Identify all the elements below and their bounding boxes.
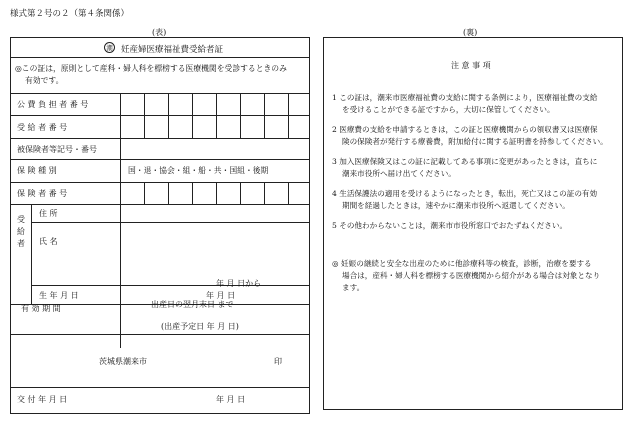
validity-to: 出産日の翌月末日 まで (151, 300, 234, 309)
address-label: 住 所 (39, 209, 58, 218)
validity-from: 年 月 日から (216, 279, 262, 288)
notice-item-4: 4 生活保護法の適用を受けるようになったとき，転出，死亡又はこの証の有効 期間を経過したときは，速やかに潮来市役所へ返還してください。 (332, 189, 598, 210)
birth-date-value: 年 月 日 (206, 291, 236, 300)
notice-item-3: 3 加入医療保険又はこの証に記載してある事項に変更があったときは，直ちに 潮来市役所へ届け出てください。 (332, 157, 598, 178)
notice-item-1: 1 この証は，潮来市医療福祉費の支給に関する条例により，医療福祉費の支給 を受けることができる証ですから，大切に保管してください。 (332, 93, 598, 114)
issue-date-label: 交 付 年 月 日 (17, 395, 68, 404)
birth-date-label: 生 年 月 日 (39, 291, 79, 300)
notice-item-5: 5 その他わからないことは，潮来市市役所窓口でおたずねください。 (332, 221, 568, 230)
due-date: (出産予定日 年 月 日) (161, 322, 239, 331)
notice-item-2: 2 医療費の支給を申請するときは，この証と医療機関からの領収書又は医療保 険の保険者が発行する療養費，附加給付に関する証明書を持参してください。 (332, 125, 608, 146)
validity-label: 有 効 期 間 (21, 304, 61, 313)
issuer-seal-mark: 印 (274, 357, 282, 366)
recipient-number-label: 受 給 者 番 号 (17, 123, 68, 132)
insured-symbol-label: 被保険者等記号・番号 (17, 145, 97, 154)
notice-heading: 注 意 事 項 (451, 61, 491, 70)
intro-line-1: ◎この証は，原則として産科・婦人科を標榜する医療機関を受診するときのみ (15, 64, 287, 73)
certificate-back (323, 37, 623, 410)
city-seal-icon: 潮 (104, 42, 115, 53)
insurance-type-options: 国・退・協会・組・船・共・国組・後期 (128, 166, 269, 175)
name-label: 氏 名 (39, 237, 58, 246)
recipient-group-label: 受給者 (17, 215, 25, 248)
certificate-front (10, 37, 310, 414)
insurer-number-label: 保 険 者 番 号 (17, 189, 68, 198)
issuer-name: 茨城県潮来市 (99, 357, 147, 366)
front-side-label: (表) (152, 28, 167, 37)
back-side-label: (裏) (463, 28, 478, 37)
form-title: 様式第２号の２（第４条関係） (10, 9, 130, 19)
pregnancy-note: ◎ 妊娠の継続と安全な出産のために他診療科等の検査，診断，治療を要する 場合は，産科・婦人科を標榜する医療機関から紹介がある場合は対象となり ます。 (332, 259, 601, 292)
insurance-type-label: 保 険 種 別 (17, 166, 57, 175)
public-payer-label: 公 費 負 担 者 番 号 (17, 100, 89, 109)
intro-line-2: 有効です。 (25, 76, 64, 85)
issue-date-value: 年 月 日 (216, 395, 246, 404)
certificate-title: 妊産婦医療福祉費受給者証 (121, 45, 224, 55)
